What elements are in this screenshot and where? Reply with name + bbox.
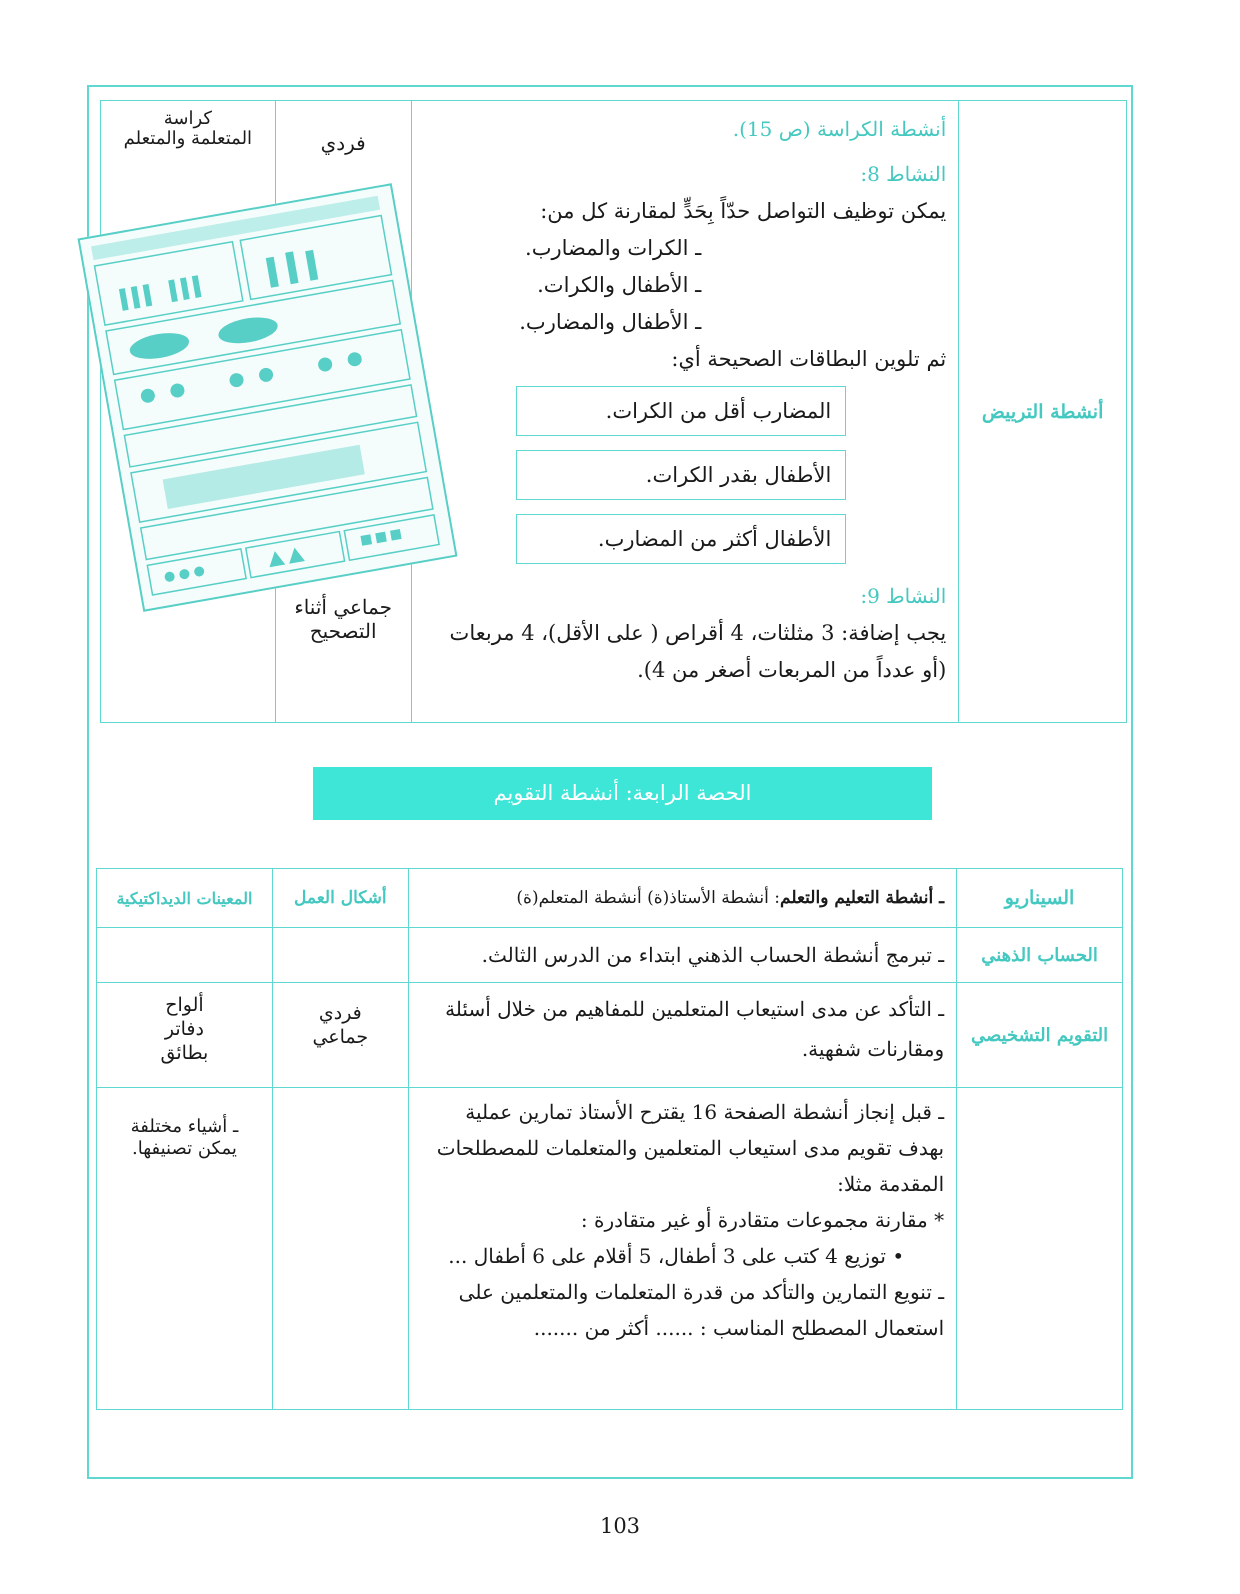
- activity8-text: يمكن توظيف التواصل حدّاً بِحَدٍّ لمقارنة كل من:: [540, 199, 947, 223]
- diagnostic-text: ومقارنات شفهية.: [801, 1037, 945, 1061]
- activity8-item: ـ الأطفال والمضارب.: [519, 310, 702, 334]
- worksheet-thumbnail-image: [78, 183, 458, 612]
- activities-cell: [411, 101, 959, 723]
- work-form-group-correction: التصحيح: [309, 619, 377, 643]
- section-label: أنشطة الترييض: [981, 400, 1104, 423]
- header-resources: [97, 869, 273, 928]
- practice-line: بهدف تقويم مدى استيعاب المتعلمين والمتعلمات للمصطلحات: [436, 1136, 945, 1160]
- practice-bullet: • توزيع 4 كتب على 3 أطفال، 5 أقلام على 6 أطفال ...: [448, 1244, 905, 1268]
- answer-card: الأطفال أكثر من المضارب.: [516, 514, 846, 564]
- activity8-item: ـ الأطفال والكرات.: [537, 273, 702, 297]
- practice-line: المقدمة مثلا:: [837, 1172, 945, 1196]
- resource-notebook-owner: المتعلمة والمتعلم: [123, 128, 253, 149]
- mental-math-label-cell: [957, 928, 1123, 983]
- diagnostic-work-cell: [272, 983, 408, 1088]
- practice-line: استعمال المصطلح المناسب : ...... أكثر من .......: [533, 1316, 945, 1340]
- header-work-forms-label: أشكال العمل: [294, 888, 387, 908]
- resource-notebooks: دفاتر: [164, 1018, 204, 1040]
- practice-work-cell: [272, 1088, 408, 1410]
- diagnostic-text: ـ التأكد عن مدى استيعاب المتعلمين للمفاهيم من خلال أسئلة: [445, 997, 945, 1021]
- header-scenario-label: السيناريو: [1004, 887, 1075, 909]
- practice-line: ـ تنويع التمارين والتأكد من قدرة المتعلمات والمتعلمين على: [458, 1280, 945, 1304]
- mental-math-work: [272, 928, 408, 983]
- practice-text-cell: [408, 1088, 956, 1410]
- section-label-cell: [959, 101, 1127, 723]
- worksheet-illustration: [80, 186, 451, 605]
- header-activities-rest: : أنشطة الأستاذ(ة) أنشطة المتعلم(ة): [516, 888, 781, 908]
- mental-math-text: ـ تبرمج أنشطة الحساب الذهني ابتداء من الدرس الثالث.: [408, 928, 956, 983]
- header-resources-label: المعينات الديداكتيكية: [116, 888, 253, 908]
- page-number: 103: [599, 1514, 641, 1538]
- header-work-forms: [272, 869, 408, 928]
- notebook-intro: أنشطة الكراسة (ص 15).: [732, 117, 947, 141]
- practice-line: ـ قبل إنجاز أنشطة الصفحة 16 يقترح الأستاذ تمارين عملية: [465, 1100, 945, 1124]
- diagnostic-label: التقويم التشخيصي: [970, 1024, 1109, 1046]
- header-scenario: [957, 869, 1123, 928]
- diagnostic-text-cell: [408, 983, 956, 1088]
- work-individual: فردي: [318, 1002, 362, 1024]
- header-activities: [408, 869, 956, 928]
- answer-card: المضارب أقل من الكرات.: [516, 386, 846, 436]
- activity8-title: النشاط 8:: [860, 162, 947, 186]
- resource-objects: ـ أشياء مختلفة: [130, 1116, 239, 1137]
- answer-card: الأطفال بقدر الكرات.: [516, 450, 846, 500]
- mental-math-resources: [97, 928, 273, 983]
- work-group: جماعي: [312, 1026, 369, 1048]
- resource-objects-note: يمكن تصنيفها.: [132, 1138, 237, 1159]
- header-activities-bold: ـ أنشطة التعليم والتعلم: [780, 888, 945, 908]
- work-form-individual: فردي: [320, 131, 366, 155]
- diagnostic-resources-cell: [97, 983, 273, 1088]
- activity9-title: النشاط 9:: [860, 584, 947, 608]
- session-banner: الحصة الرابعة: أنشطة التقويم: [313, 767, 932, 820]
- resource-slates: ألواح: [165, 994, 204, 1016]
- practice-line: * مقارنة مجموعات متقادرة أو غير متقادرة :: [580, 1208, 945, 1232]
- evaluation-table: [96, 868, 1123, 1410]
- resource-cards: بطائق: [160, 1042, 209, 1064]
- practice-resources-cell: [97, 1088, 273, 1410]
- work-form-group: جماعي أثناء: [294, 595, 392, 619]
- resource-notebook: كراسة: [163, 108, 212, 129]
- activity9-text: يجب إضافة: 3 مثلثات، 4 أقراص ( على الأقل)، 4 مربعات: [449, 621, 947, 645]
- practice-label-cell: [957, 1088, 1123, 1410]
- activity9-text: (أو عدداً من المربعات أصغر من 4).: [637, 658, 947, 682]
- activity8-item: ـ الكرات والمضارب.: [525, 236, 702, 260]
- mental-math-label: الحساب الذهني: [981, 944, 1098, 966]
- activity8-then: ثم تلوين البطاقات الصحيحة أي:: [671, 347, 947, 371]
- diagnostic-label-cell: [957, 983, 1123, 1088]
